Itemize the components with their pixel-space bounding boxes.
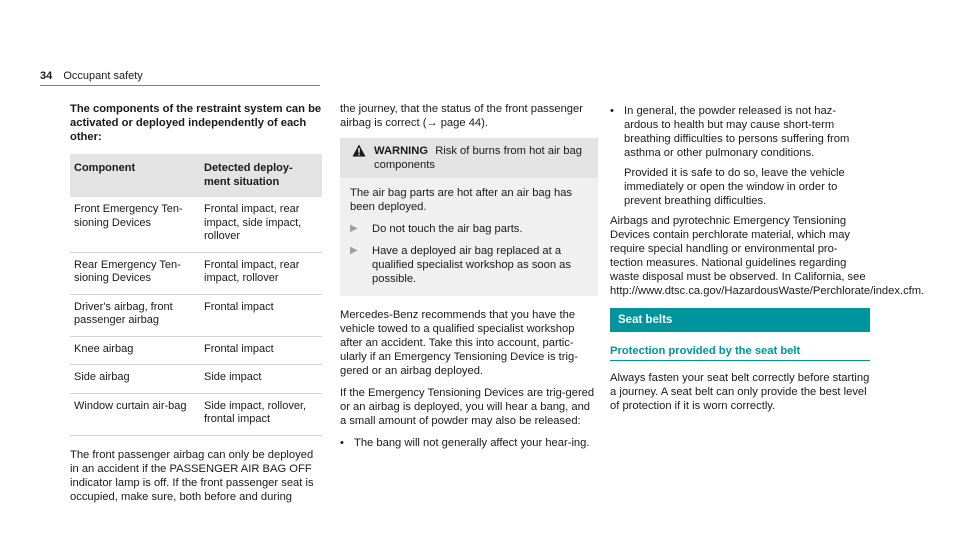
table-cell-situation: Side impact: [198, 365, 322, 394]
column-header-situation: Detected deploy-ment situation: [198, 154, 322, 197]
table-header-row: [70, 154, 322, 197]
table-cell-component: Knee airbag: [70, 336, 198, 365]
continuation-paragraph: the journey, that the status of the front passenger airbag is correct (→ page 44).: [340, 103, 583, 129]
table-row: [70, 336, 322, 365]
table-cell-situation: Frontal impact: [198, 336, 322, 365]
passenger-airbag-paragraph: The front passenger airbag can only be deployed in an accident if the PASSENGER AIR BAG OFF indicator lamp is off. If the front passenger seat is occupied, make sure, both before and during: [70, 448, 314, 503]
page-number: 34: [40, 70, 53, 82]
table-cell-component: Window curtain air-bag: [70, 393, 198, 435]
warning-triangle-icon: [352, 144, 368, 172]
table-cell-component: Front Emergency Ten-sioning Devices: [70, 197, 198, 252]
warning-header: [340, 138, 598, 178]
warning-item: [350, 222, 590, 236]
seat-belt-paragraph: Always fasten your seat belt correctly before starting a journey. A seat belt can only provide the best level of protection if it is worn correctly.: [610, 372, 870, 412]
table-cell-component: Side airbag: [70, 365, 198, 394]
deployment-paragraph: If the Emergency Tensioning Devices are trig-gered or an airbag is deployed, you will hear a bang, and a small amount of powder may also be released:: [340, 387, 595, 427]
bullet-icon: •: [340, 437, 344, 449]
warning-item: [350, 244, 590, 286]
warning-body: [340, 178, 598, 296]
column-middle: [340, 102, 598, 456]
recommendation-paragraph: Mercedes-Benz recommends that you have the vehicle towed to a qualified specialist workshop after an accident. Take this into account, partic-ularly if an Emergency Tensioning Device is trig-gered or an airbag deployed.: [340, 309, 578, 377]
warning-label: WARNING: [374, 145, 429, 157]
table-cell-situation: Frontal impact, rear impact, rollover: [198, 252, 322, 294]
warning-title: Risk of burns from hot air bag components: [374, 145, 582, 171]
header-divider: [40, 85, 320, 86]
bullet-icon: •: [610, 105, 614, 117]
bullet-item: [610, 104, 870, 160]
warning-box: [340, 138, 598, 296]
subsection-title: Protection provided by the seat belt: [610, 344, 870, 361]
intro-heading: The components of the restraint system can be activated or deployed independently of each other:: [70, 103, 322, 143]
table-cell-situation: Frontal impact, rear impact, side impact, rollover: [198, 197, 322, 252]
bullet-text: In general, the powder released is not haz-ardous to health but may cause short-term breathing difficulties to persons suffering from asthma or other pulmonary conditions.: [624, 105, 850, 159]
table-cell-situation: Frontal impact: [198, 294, 322, 336]
bullet-text: The bang will not generally affect your hear-ing.: [354, 437, 590, 449]
section-title: Seat belts: [610, 308, 870, 332]
column-header-component: Component: [70, 154, 198, 197]
column-right: [610, 102, 925, 421]
table-row: [70, 197, 322, 252]
section-name: Occupant safety: [63, 70, 143, 82]
perchlorate-paragraph: Airbags and pyrotechnic Emergency Tensioning Devices contain perchlorate material, which may require special handling or environmental pro-tection measures. National guidelines regarding waste disposal must be observed. In California, see http://www.dtsc.ca.gov/HazardousWaste/Perchlorate/index.cfm.: [610, 215, 925, 297]
bullet-item: [340, 436, 598, 450]
warning-item-text: Have a deployed air bag replaced at a qualified specialist workshop as soon as possible.: [372, 245, 571, 285]
warning-item-text: Do not touch the air bag parts.: [372, 223, 523, 235]
page-header: [40, 70, 143, 82]
table-row: [70, 365, 322, 394]
arrow-right-icon: ▶: [350, 223, 358, 234]
arrow-right-icon: ▶: [350, 245, 358, 256]
table-cell-component: Driver's airbag, front passenger airbag: [70, 294, 198, 336]
components-table: [70, 154, 322, 436]
table-row: [70, 393, 322, 435]
table-row: [70, 294, 322, 336]
table-cell-situation: Side impact, rollover, frontal impact: [198, 393, 322, 435]
table-row: [70, 252, 322, 294]
column-left: [70, 102, 322, 512]
safety-advice-paragraph: Provided it is safe to do so, leave the vehicle immediately or open the window in order to prevent breathing difficulties.: [624, 167, 845, 207]
warning-text: The air bag parts are hot after an air bag has been deployed.: [350, 187, 573, 213]
table-cell-component: Rear Emergency Ten-sioning Devices: [70, 252, 198, 294]
